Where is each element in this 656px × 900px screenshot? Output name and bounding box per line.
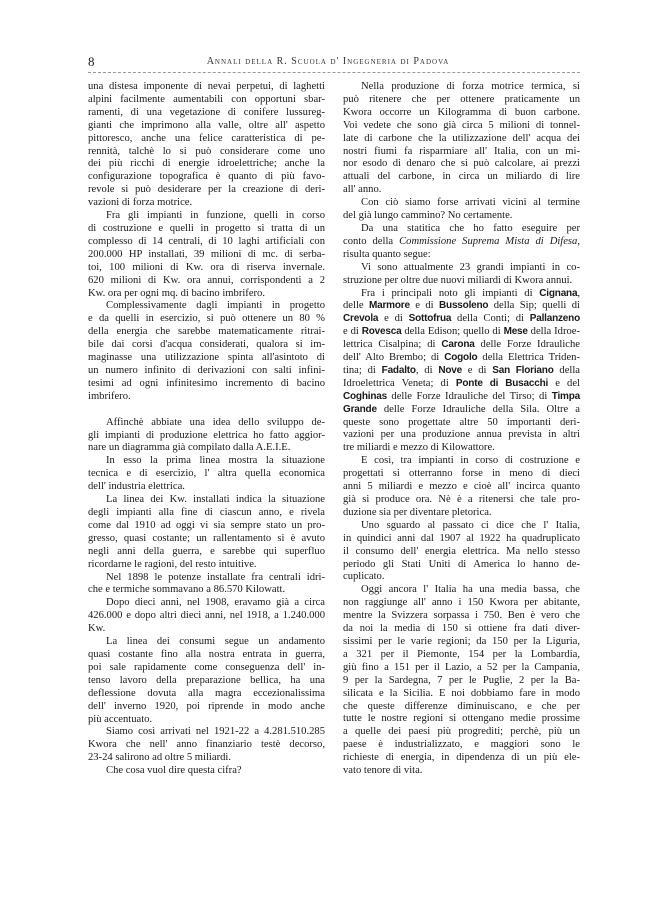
text-line: Nella produzione di forza motrice termica, si bbox=[361, 81, 580, 92]
text-line: In esso la prima linea mostra la situazione bbox=[106, 455, 325, 467]
text-line: maginasse una utilizzazione spinta all'asintoto di bbox=[88, 352, 325, 364]
text-line: vazioni di forza motrice. bbox=[88, 197, 193, 209]
text-line: Siamo così arrivati nel 1921-22 a 4.281.510.285 bbox=[106, 726, 325, 738]
text-line bbox=[343, 313, 580, 326]
bold-place-name: Crevola bbox=[343, 313, 379, 325]
text-segment: delle Forze Idrauliche bbox=[474, 339, 580, 351]
bold-place-name: Nove bbox=[438, 364, 462, 376]
text-segment: delle Forze Idrauliche del Tirso; di bbox=[386, 390, 552, 402]
text-line: Kw. ora per ogni mq. di bacino imbrifero. bbox=[88, 287, 266, 299]
text-line: risulta quanto segue: bbox=[343, 248, 431, 260]
text-line bbox=[343, 236, 580, 249]
text-line: Dopo dieci anni, nel 1908, eravamo già a circa bbox=[106, 597, 325, 609]
text-line: silicata e la Sicilia. E noi dobbiamo fare in modo bbox=[343, 687, 580, 699]
text-line: 620 milioni di Kw. ora annui, corrispondenti a 2 bbox=[88, 274, 325, 286]
text-line: e da quelli in esercizio, si può ottenere un 80 % bbox=[88, 313, 325, 325]
text-segment: e di bbox=[343, 326, 362, 338]
text-segment: , bbox=[577, 235, 581, 247]
text-segment: delle bbox=[343, 300, 369, 312]
text-line: Kw. bbox=[88, 623, 106, 635]
text-line: un numero infinito di derivazioni con salti infini- bbox=[88, 364, 325, 376]
text-line: di costruzione e quelli in progetto si tratta di un bbox=[88, 222, 325, 234]
text-line: dell' industria elettrica. bbox=[88, 481, 185, 493]
text-line: poi sale rapidamente come conseguenza dell' in- bbox=[88, 661, 325, 673]
text-line: toi, 100 milioni di Kw. ora di riserva invernale. bbox=[88, 261, 325, 273]
text-line: Kwora che nell' anno finanziario testè decorso, bbox=[88, 739, 325, 751]
left-text-column bbox=[88, 81, 325, 778]
text-line: La linea dei consumi segue un andamento bbox=[106, 636, 325, 648]
text-line bbox=[343, 391, 580, 404]
text-line: paese è industrializzato, e maggiori sono le bbox=[343, 739, 580, 751]
text-line: tecnica e di esercizio, l' altra quella economica bbox=[88, 468, 325, 480]
text-segment: dell' Alto Brembo; di bbox=[343, 352, 445, 364]
text-segment: della Elettrica Triden- bbox=[477, 352, 580, 364]
text-line: E così, tra impianti in corso di costruzione e bbox=[361, 455, 580, 467]
text-line: all' anno. bbox=[343, 184, 382, 196]
bold-place-name: Sottofrua bbox=[408, 313, 452, 325]
text-line: Da una statitica che ho fatto eseguire per bbox=[361, 222, 580, 234]
text-line: una distesa imponente di nevai perpetui, di laghetti bbox=[88, 81, 325, 92]
text-line: più accentuato. bbox=[88, 713, 153, 725]
text-line bbox=[343, 352, 580, 365]
text-line: ricordarne le ragioni, del resto intuitive. bbox=[88, 558, 257, 570]
text-line: 23-24 salirono ad oltre 5 miliardi. bbox=[88, 752, 231, 764]
text-line: bile dai corsi d'acqua considerati, qualora si im- bbox=[88, 339, 325, 351]
text-line: tutte le nostre regioni si ottengano medie prossime bbox=[343, 713, 580, 725]
text-line: degli impianti alla fine di ciascun anno, e rivela bbox=[88, 507, 325, 518]
text-line: Fra gli impianti in funzione, quelli in corso bbox=[106, 210, 325, 222]
bold-place-name: Pallanzeno bbox=[529, 313, 580, 325]
text-line: giù fino a 151 per il Lazio, a 52 per la Campania, bbox=[343, 661, 580, 673]
text-segment: , di bbox=[415, 364, 439, 376]
text-line: imbrifero. bbox=[88, 390, 131, 402]
text-line bbox=[343, 365, 580, 378]
text-line: revole si può desiderare per la creazione di deri- bbox=[88, 184, 325, 196]
running-title: Annali della R. Scuola d' Ingegneria di Padova bbox=[206, 56, 450, 67]
text-line: gianti che imprimono alla valle, oltre all' aspetto bbox=[88, 119, 325, 131]
text-line: Che cosa vuol dire questa cifra? bbox=[106, 765, 242, 777]
text-segment: della Idroe- bbox=[527, 326, 581, 338]
text-segment: Idroelettrica Veneta; di bbox=[343, 377, 456, 389]
text-line: gresso, quasi costante; un rallentamento si è avuto bbox=[88, 532, 325, 544]
bold-place-name: Carona bbox=[441, 339, 475, 351]
text-segment: della bbox=[553, 364, 580, 376]
text-line: negli anni della guerra, e sarebbe qui superfluo bbox=[88, 545, 325, 557]
text-segment: della Conti; di bbox=[451, 313, 530, 325]
page-number: 8 bbox=[88, 54, 95, 69]
text-line: late di carbone che la utilizzazione dell' acqua dei bbox=[343, 132, 580, 144]
bold-place-name: Fadalto bbox=[381, 364, 416, 376]
bold-place-name: Bussoleno bbox=[439, 300, 489, 312]
text-line: vato tenore di vita. bbox=[343, 765, 423, 777]
text-line: struzione per oltre due nuovi miliardi di Kwora annui. bbox=[343, 274, 573, 286]
bold-place-name: Marmore bbox=[369, 300, 410, 312]
text-line: richieste di energia, in dipendenza di un più ele- bbox=[343, 752, 580, 764]
text-segment: delle Forze Idrauliche della Sila. Oltre a bbox=[376, 403, 580, 415]
text-segment: lettrica Cisalpina; di bbox=[343, 339, 442, 351]
text-line: La linea dei Kw. installati indica la situazione bbox=[106, 494, 325, 506]
text-line: Con ciò siamo forse arrivati vicini al termine bbox=[361, 197, 580, 209]
text-line: tesimi ad ogni infinitesimo incremento di bacino bbox=[88, 377, 325, 389]
text-line: rennità, talchè lo si può considerare come uno bbox=[88, 145, 325, 157]
bold-place-name: Ponte di Busacchi bbox=[455, 377, 549, 389]
header-rule bbox=[88, 72, 580, 73]
text-line: 426.000 e dopo altri dieci anni, nel 1918, a 1.240.000 bbox=[88, 610, 325, 622]
text-line: Affinchè abbiate una idea dello sviluppo de- bbox=[106, 416, 325, 428]
text-segment: e di bbox=[461, 364, 493, 376]
text-line: vazioni per una produzione annua prevista in altri bbox=[343, 429, 580, 441]
text-segment: Fra i principali noto gli impianti di bbox=[361, 287, 540, 299]
text-line bbox=[343, 339, 580, 352]
text-line: dei più ricchi di energie idroelettriche; anche la bbox=[88, 158, 325, 170]
bold-place-name: Timpa bbox=[551, 390, 580, 402]
text-line: 9 per la Sardegna, 7 per le Puglie, 2 per la Ba- bbox=[343, 674, 580, 686]
text-line bbox=[343, 378, 580, 391]
text-line bbox=[343, 288, 580, 301]
text-segment: , bbox=[577, 287, 580, 299]
text-line: Vi sono attualmente 23 grandi impianti in co- bbox=[361, 261, 580, 273]
text-line: può ritenere che per ottenere praticamente un bbox=[343, 93, 580, 105]
text-line: pittoresco, anche una felice caratteristica di pe- bbox=[88, 132, 325, 144]
text-segment: e del bbox=[548, 377, 580, 389]
text-segment: conto della bbox=[343, 235, 400, 247]
text-line: duzione sia per diventare pletorica. bbox=[343, 506, 492, 518]
text-line: il consumo dell' energia elettrica. Ma nello stesso bbox=[343, 545, 580, 557]
text-line: sissimi per le varie regioni; da 150 per la Liguria, bbox=[343, 635, 580, 647]
text-line: che e termiche sommavano a 86.570 Kilowatt. bbox=[88, 584, 286, 596]
text-line: quasi costante fino alla nostra entrata in guerra, bbox=[88, 648, 325, 660]
text-line: già si produce ora. Nè è a ritenersi che tale pro- bbox=[343, 494, 580, 505]
text-line: progettati si otterranno forse in meno di dieci bbox=[343, 468, 580, 480]
text-line: Nel 1898 le potenze installate fra centrali idri- bbox=[106, 571, 325, 583]
text-line: in quindici anni dal 1907 al 1922 ha quadruplicato bbox=[343, 532, 580, 544]
bold-place-name: Rovesca bbox=[361, 326, 402, 338]
text-line: nostri fiumi fa risparmiare all' Italia, con un mi- bbox=[343, 145, 580, 157]
text-line: anni 5 miliardi e mezzo e cioè all' incirca quanto bbox=[343, 481, 580, 493]
text-line: Complessivamente dagli impianti in progetto bbox=[106, 300, 325, 312]
text-line: Voi vedete che sono già circa 5 milioni di tonnel- bbox=[343, 119, 580, 131]
text-line: a quelle dei paesi più progrediti; perchè, più un bbox=[343, 726, 580, 738]
text-line: dell' inverno 1920, poi riprende in modo anche bbox=[88, 700, 325, 712]
text-line: del già lungo cammino? No certamente. bbox=[343, 210, 513, 222]
text-line: gli impianti di produzione elettrica ho fatto aggior- bbox=[88, 429, 325, 441]
text-line: 200.000 HP installati, 39 milioni di mc. di serba- bbox=[88, 248, 325, 260]
right-text-column bbox=[343, 81, 580, 778]
text-line: come dal 1910 ad oggi vi sia sempre stato un pro- bbox=[88, 519, 325, 531]
bold-place-name: Cignana bbox=[539, 287, 578, 299]
text-line: configurazione topografica è quanto di più favo- bbox=[88, 171, 325, 183]
text-line: nare un diagramma già compilato dalla A.E.I.E. bbox=[88, 442, 291, 454]
text-line: che queste differenze diminuiscano, e che per bbox=[343, 700, 580, 712]
text-line bbox=[343, 326, 580, 339]
bold-place-name: Cogolo bbox=[444, 352, 478, 364]
text-line bbox=[343, 404, 580, 417]
text-line: cuplicato. bbox=[343, 571, 385, 583]
text-line: queste sono progettate altre 50 importanti deri- bbox=[343, 416, 580, 428]
text-line: mentre la Svizzera sorpassa i 750. Ben è vero che bbox=[343, 610, 580, 622]
text-segment: della Edison; quello di bbox=[401, 326, 504, 338]
text-line: Kwora occorre un Kilogramma di buon carbone. bbox=[343, 106, 580, 118]
text-line: complesso di 14 centrali, di 10 laghi artificiali con bbox=[88, 235, 325, 247]
bold-place-name: Grande bbox=[343, 403, 377, 415]
bold-place-name: San Floriano bbox=[492, 364, 554, 376]
text-line: tenso lavoro della preparazione bellica, ha una bbox=[88, 674, 325, 686]
text-segment: tina; di bbox=[343, 364, 382, 376]
text-line: da noi la media di 150 si ottiene fra dati diver- bbox=[343, 623, 580, 635]
text-line: Oggi ancora l' Italia ha una media bassa, che bbox=[361, 584, 580, 596]
text-line: periodo gli Stati Uniti di America lo hanno de- bbox=[343, 558, 580, 570]
text-segment: e di bbox=[378, 313, 409, 325]
bold-place-name: Coghinas bbox=[343, 390, 387, 402]
text-line: nor esodo di denaro che si può calcolare, ai prezzi bbox=[343, 158, 580, 170]
text-segment: e di bbox=[409, 300, 440, 312]
text-line: deflessione dovuta alla magra eccezionalissima bbox=[88, 687, 325, 699]
text-line: alpini facilmente aumentabili con opportuni sbar- bbox=[88, 93, 325, 105]
text-line: non raggiunge all' anno i 150 Kwora per abitante, bbox=[343, 597, 580, 609]
text-segment: della Sip; quelli di bbox=[488, 300, 580, 312]
text-line bbox=[343, 300, 580, 313]
text-line: Uno sguardo al passato ci dice che l' Italia, bbox=[361, 519, 580, 531]
text-line: attuali del carbone, in circa un miliardo di lire bbox=[343, 171, 580, 183]
text-line: tre miliardi e mezzo di Kilowattore. bbox=[343, 442, 495, 454]
text-line: ramenti, di una vegetazione di conifere lussureg- bbox=[88, 106, 325, 118]
bold-place-name: Mese bbox=[503, 326, 528, 338]
text-line: della energia che sarebbe matematicamente ritrai- bbox=[88, 326, 325, 338]
italic-text: Commissione Suprema Mista di Difesa bbox=[399, 235, 578, 247]
text-line: a 321 per il Piemonte, 154 per la Lombardia, bbox=[343, 648, 580, 660]
